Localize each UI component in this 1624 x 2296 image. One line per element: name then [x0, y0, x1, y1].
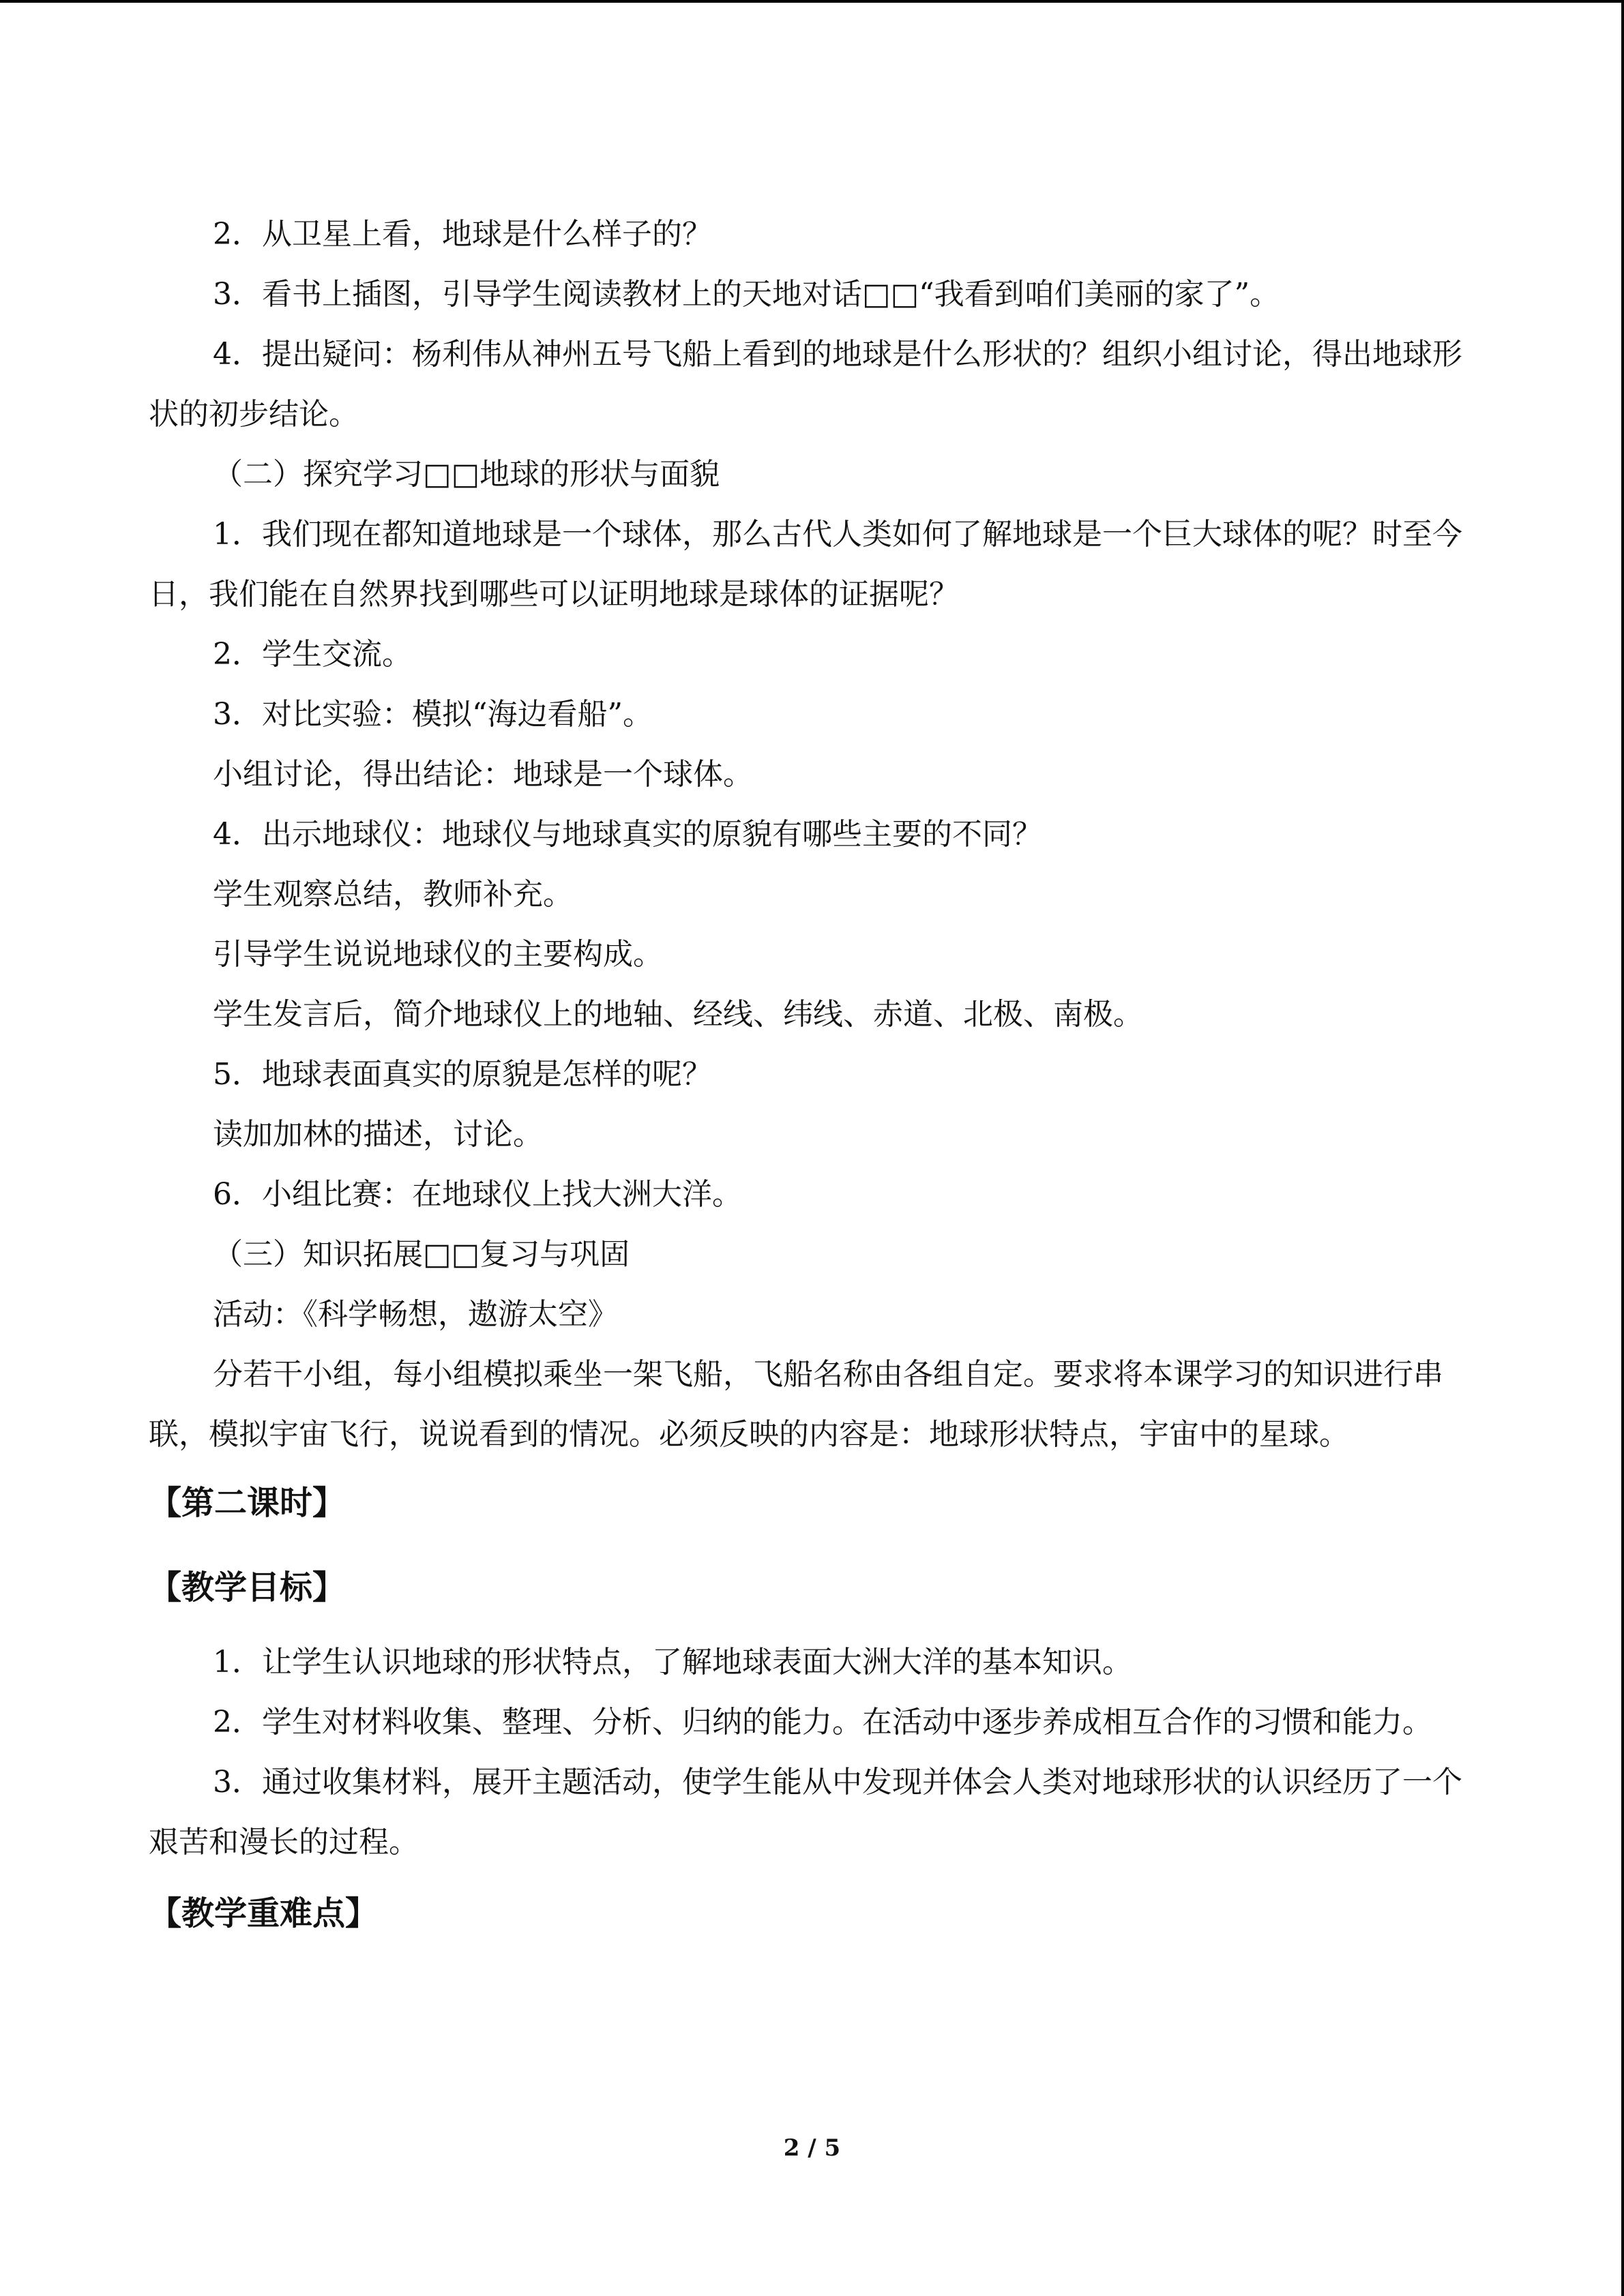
section-subheading: （三）知识拓展□□复习与巩固 [213, 1237, 630, 1272]
paragraph: 读加加林的描述，讨论。 [213, 1117, 543, 1152]
page-right-border [1621, 0, 1624, 2296]
page-number: 2 / 5 [783, 2134, 841, 2162]
goal-item: 2．学生对材料收集、整理、分析、归纳的能力。在活动中逐步养成相互合作的习惯和能力。 [213, 1705, 1432, 1740]
paragraph: 引导学生说说地球仪的主要构成。 [213, 937, 663, 972]
paragraph: 2．从卫星上看，地球是什么样子的？ [213, 217, 712, 252]
paragraph: 学生观察总结，教师补充。 [213, 877, 573, 912]
paragraph: 3．看书上插图，引导学生阅读教材上的天地对话□□“我看到咱们美丽的家了”。 [213, 277, 1280, 312]
paragraph: 小组讨论，得出结论：地球是一个球体。 [213, 757, 753, 792]
page-top-border [0, 0, 1624, 3]
paragraph: 4．出示地球仪：地球仪与地球真实的原貌有哪些主要的不同？ [213, 817, 1042, 852]
paragraph: 6．小组比赛：在地球仪上找大洲大洋。 [213, 1177, 742, 1212]
paragraph: 5．地球表面真实的原貌是怎样的呢？ [213, 1057, 712, 1092]
heading-teaching-goals: 【教学目标】 [149, 1568, 346, 1607]
paragraph: 1．我们现在都知道地球是一个球体，那么古代人类如何了解地球是一个巨大球体的呢？时至今日，我们能在自然界找到哪些可以证明地球是球体的证据呢？ [149, 517, 1462, 612]
paragraph: 4．提出疑问：杨利伟从神州五号飞船上看到的地球是什么形状的？组织小组讨论，得出地球形状的初步结论。 [149, 337, 1462, 432]
heading-key-points: 【教学重难点】 [149, 1894, 379, 1933]
paragraph: 分若干小组，每小组模拟乘坐一架飞船，飞船名称由各组自定。要求将本课学习的知识进行串联，模拟宇宙飞行，说说看到的情况。必须反映的内容是：地球形状特点，宇宙中的星球。 [149, 1357, 1443, 1452]
paragraph: 2．学生交流。 [213, 637, 412, 672]
document-body [149, 205, 1476, 1934]
paragraph: 学生发言后，简介地球仪上的地轴、经线、纬线、赤道、北极、南极。 [213, 997, 1143, 1032]
paragraph: 活动：《科学畅想，遨游太空》 [213, 1297, 618, 1332]
section-subheading: （二）探究学习□□地球的形状与面貌 [213, 457, 720, 492]
paragraph: 3．对比实验：模拟“海边看船”。 [213, 697, 653, 732]
goal-item: 1．让学生认识地球的形状特点，了解地球表面大洲大洋的基本知识。 [213, 1645, 1132, 1680]
goal-item: 3．通过收集材料，展开主题活动，使学生能从中发现并体会人类对地球形状的认识经历了一个艰苦和漫长的过程。 [149, 1765, 1462, 1860]
heading-lesson-2: 【第二课时】 [149, 1484, 346, 1522]
